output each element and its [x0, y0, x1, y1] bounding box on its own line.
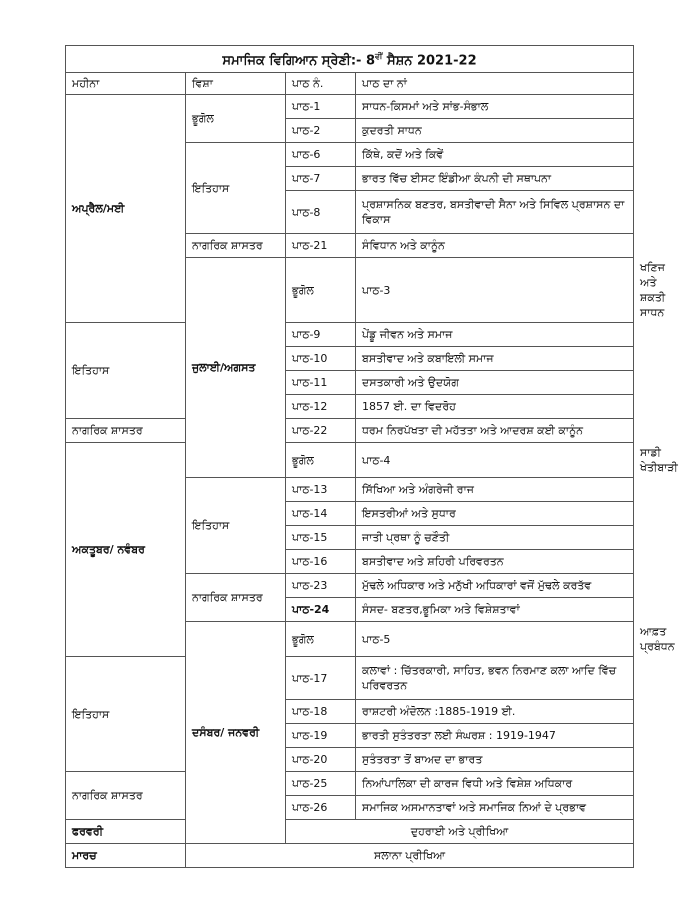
lesson-name: ਪ੍ਰਸ਼ਾਸਨਿਕ ਬਣਤਰ, ਬਸਤੀਵਾਦੀ ਸੈਨਾ ਅਤੇ ਸਿਵਿਲ ਪ੍ਰਸ਼ਾਸਨ ਦਾ ਵਿਕਾਸ [356, 191, 634, 234]
subject-cell: ਨਾਗਰਿਕ ਸ਼ਾਸਤਰ [186, 574, 286, 622]
lesson-no: ਪਾਠ-13 [286, 478, 356, 502]
lesson-no: ਪਾਠ-7 [286, 167, 356, 191]
lesson-no: ਪਾਠ-1 [286, 95, 356, 119]
lesson-no: ਪਾਠ-22 [286, 419, 356, 443]
lesson-name: ਜਾਤੀ ਪ੍ਰਥਾ ਨੂੰ ਚਣੌਤੀ [356, 526, 634, 550]
header-row [66, 73, 634, 95]
table-row [66, 820, 634, 844]
subject-cell: ਨਾਗਰਿਕ ਸ਼ਾਸਤਰ [66, 772, 186, 820]
lesson-no: ਪਾਠ-12 [286, 395, 356, 419]
lesson-no: ਪਾਠ-20 [286, 748, 356, 772]
lesson-name: ਸਿੱਖਿਆ ਅਤੇ ਅੰਗਰੇਜੀ ਰਾਜ [356, 478, 634, 502]
subject-cell: ਭੂਗੋਲ [286, 258, 356, 323]
title-main: ਸਮਾਜਿਕ ਵਿਗਿਆਨ ਸ੍ਰੇਣੀ:- 8 [222, 53, 376, 69]
table-row [66, 419, 634, 443]
table-row: ਅਕਤੂਬਰ/ ਨਵੰਬਰ ਭੂਗੋਲ ਪਾਠ-4 ਸਾਡੀ ਖੇਤੀਬਾੜੀ [66, 443, 634, 478]
subject-cell: ਨਾਗਰਿਕ ਸ਼ਾਸਤਰ [186, 234, 286, 258]
title-session: ਸੈਸ਼ਨ 2021-22 [382, 53, 477, 69]
subject-cell: ਭੂਗੋਲ [186, 95, 286, 143]
header-lesson-no: ਪਾਠ ਨੰ. [286, 73, 356, 95]
lesson-no: ਪਾਠ-10 [286, 347, 356, 371]
table-row [66, 95, 634, 119]
lesson-no: ਪਾਠ-11 [286, 371, 356, 395]
lesson-name: ਸਾਧਨ-ਕਿਸਮਾਂ ਅਤੇ ਸਾਂਭ-ਸੰਭਾਲ [356, 95, 634, 119]
month-oct-nov: ਅਕਤੂਬਰ/ ਨਵੰਬਰ [66, 443, 186, 657]
lesson-no: ਪਾਠ-16 [286, 550, 356, 574]
lesson-no: ਪਾਠ-15 [286, 526, 356, 550]
lesson-name: ਸੰਵਿਧਾਨ ਅਤੇ ਕਾਨੂੰਨ [356, 234, 634, 258]
lesson-no: ਪਾਠ-18 [286, 700, 356, 724]
lesson-name: 1857 ਈ. ਦਾ ਵਿਦਰੋਹ [356, 395, 634, 419]
lesson-no: ਪਾਠ-24 [286, 598, 356, 622]
table-row: ਦਸੰਬਰ/ ਜਨਵਰੀ ਭੂਗੋਲ ਪਾਠ-5 ਆਫ਼ਤ ਪ੍ਰਬੰਧਨ [66, 622, 634, 657]
lesson-no: ਪਾਠ-21 [286, 234, 356, 258]
lesson-no: ਪਾਠ-5 [356, 622, 634, 657]
lesson-no: ਪਾਠ-23 [286, 574, 356, 598]
lesson-name: ਸੁਤੰਤਰਤਾ ਤੋਂ ਬਾਅਦ ਦਾ ਭਾਰਤ [356, 748, 634, 772]
lesson-name: ਦਸਤਕਾਰੀ ਅਤੇ ਉਦਯੋਗ [356, 371, 634, 395]
lesson-name: ਧਰਮ ਨਿਰਪੱਖਤਾ ਦੀ ਮਹੱਤਤਾ ਅਤੇ ਆਦਰਸ਼ ਕਈ ਕਾਨੂੰਨ [356, 419, 634, 443]
table-row [66, 772, 634, 796]
subject-cell: ਭੂਗੋਲ [286, 443, 356, 478]
subject-cell: ਇਤਿਹਾਸ [66, 323, 186, 419]
lesson-name: ਨਿਆਂਪਾਲਿਕਾ ਦੀ ਕਾਰਜ ਵਿਧੀ ਅਤੇ ਵਿਸ਼ੇਸ਼ ਅਧਿਕਾਰ [356, 772, 634, 796]
lesson-name: ਭਾਰਤ ਵਿੱਚ ਈਸਟ ਇੰਡੀਆ ਕੰਪਨੀ ਦੀ ਸਥਾਪਨਾ [356, 167, 634, 191]
table-row [66, 657, 634, 700]
lesson-name: ਕਲਾਵਾਂ : ਚਿੱਤਰਕਾਰੀ, ਸਾਹਿਤ, ਭਵਨ ਨਿਰਮਾਣ ਕਲਾ ਆਦਿ ਵਿੱਚ ਪਰਿਵਰਤਨ [356, 657, 634, 700]
lesson-no: ਪਾਠ-26 [286, 796, 356, 820]
lesson-no: ਪਾਠ-17 [286, 657, 356, 700]
subject-cell: ਇਤਿਹਾਸ [186, 478, 286, 574]
month-feb: ਫਰਵਰੀ [66, 820, 186, 844]
lesson-no: ਪਾਠ-3 [356, 258, 634, 323]
lesson-name: ਕੁਦਰਤੀ ਸਾਧਨ [356, 119, 634, 143]
subject-cell: ਭੂਗੋਲ [286, 622, 356, 657]
table-row [66, 323, 634, 347]
lesson-name: ਸਮਾਜਿਕ ਅਸਮਾਨਤਾਵਾਂ ਅਤੇ ਸਮਾਜਿਕ ਨਿਆਂ ਦੇ ਪ੍ਰਭਾਵ [356, 796, 634, 820]
lesson-no: ਪਾਠ-4 [356, 443, 634, 478]
month-dec-jan: ਦਸੰਬਰ/ ਜਨਵਰੀ [186, 622, 286, 844]
table-row [66, 844, 634, 868]
lesson-no: ਪਾਠ-2 [286, 119, 356, 143]
lesson-name: ਇਸਤਰੀਆਂ ਅਤੇ ਸੁਧਾਰ [356, 502, 634, 526]
lesson-name: ਰਾਸ਼ਟਰੀ ਅੰਦੋਲਨ :1885-1919 ਈ. [356, 700, 634, 724]
lesson-no: ਪਾਠ-19 [286, 724, 356, 748]
header-lesson-name: ਪਾਠ ਦਾ ਨਾਂ [356, 73, 634, 95]
syllabus-table [65, 45, 678, 868]
lesson-no: ਪਾਠ-25 [286, 772, 356, 796]
title-superscript: ਵੀਂ [375, 52, 383, 62]
subject-cell: ਇਤਿਹਾਸ [186, 143, 286, 234]
month-mar: ਮਾਰਚ [66, 844, 186, 868]
lesson-name: ਬਸਤੀਵਾਦ ਅਤੇ ਕਬਾਇਲੀ ਸਮਾਜ [356, 347, 634, 371]
header-month: ਮਹੀਨਾ [66, 73, 186, 95]
lesson-no: ਪਾਠ-14 [286, 502, 356, 526]
lesson-no: ਪਾਠ-6 [286, 143, 356, 167]
subject-cell: ਨਾਗਰਿਕ ਸ਼ਾਸਤਰ [66, 419, 186, 443]
activity-cell: ਦੁਹਰਾਈ ਅਤੇ ਪ੍ਰੀਖਿਆ [286, 820, 634, 844]
table-row: ਜੁਲਾਈ/ਅਗਸਤ ਭੂਗੋਲ ਪਾਠ-3 ਖਣਿਜ ਅਤੇ ਸ਼ਕਤੀ ਸਾਧਨ [66, 258, 634, 323]
page-title [66, 46, 634, 73]
month-apr-may: ਅਪ੍ਰੈਲ/ਮਈ [66, 95, 186, 323]
lesson-name: ਪੇਂਡੂ ਜੀਵਨ ਅਤੇ ਸਮਾਜ [356, 323, 634, 347]
lesson-name: ਭਾਰਤੀ ਸੁਤੰਤਰਤਾ ਲਈ ਸੰਘਰਸ਼ : 1919-1947 [356, 724, 634, 748]
header-subject: ਵਿਸ਼ਾ [186, 73, 286, 95]
lesson-no: ਪਾਠ-9 [286, 323, 356, 347]
lesson-name: ਮੁੱਢਲੇ ਅਧਿਕਾਰ ਅਤੇ ਮਨੁੱਖੀ ਅਧਿਕਾਰਾਂ ਵਜੋਂ ਮੁੱਢਲੇ ਕਰਤੱਵ [356, 574, 634, 598]
month-jul-aug: ਜੁਲਾਈ/ਅਗਸਤ [186, 258, 286, 478]
lesson-name: ਬਸਤੀਵਾਦ ਅਤੇ ਸ਼ਹਿਰੀ ਪਰਿਵਰਤਨ [356, 550, 634, 574]
lesson-name: ਸੰਸਦ- ਬਣਤਰ,ਭੂਮਿਕਾ ਅਤੇ ਵਿਸ਼ੇਸ਼ਤਾਵਾਂ [356, 598, 634, 622]
lesson-no: ਪਾਠ-8 [286, 191, 356, 234]
subject-cell: ਇਤਿਹਾਸ [66, 657, 186, 772]
activity-cell: ਸਲਾਨਾ ਪ੍ਰੀਖਿਆ [186, 844, 634, 868]
lesson-name: ਕਿੱਥੇ, ਕਦੋਂ ਅਤੇ ਕਿਵੇਂ [356, 143, 634, 167]
